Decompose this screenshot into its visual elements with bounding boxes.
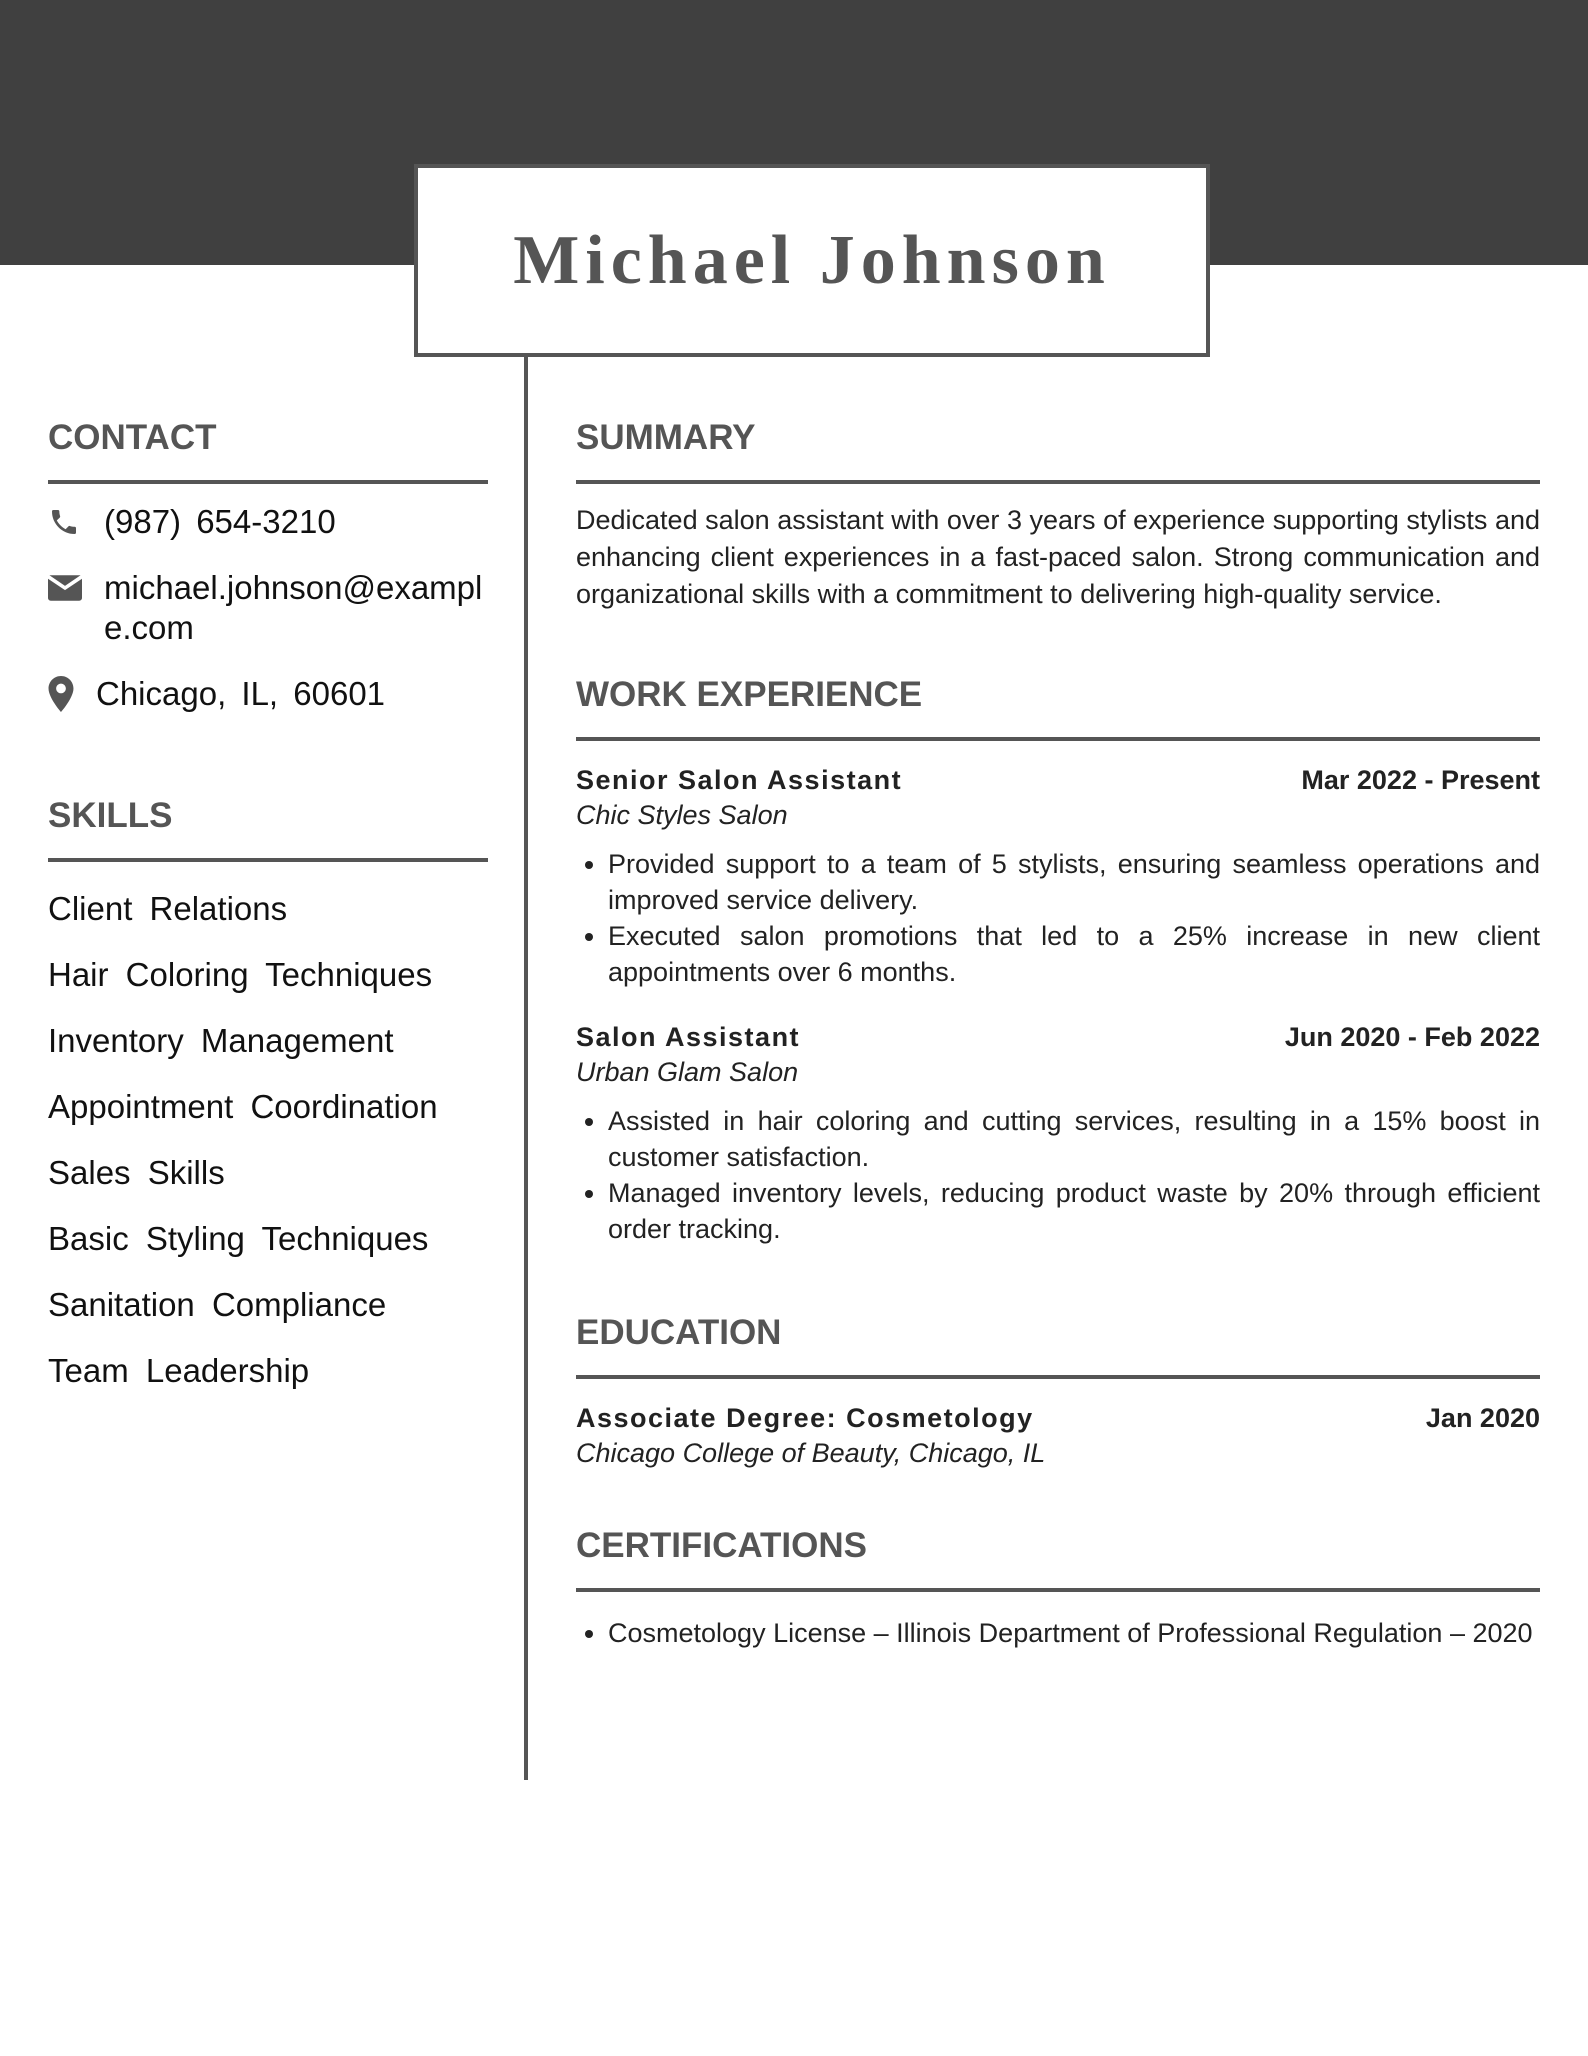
job-entry	[576, 765, 1540, 990]
phone-text: (987) 654-3210	[104, 503, 336, 540]
left-column	[48, 410, 488, 1404]
job-bullet: • Managed inventory levels, reducing product waste by 20% through efficient order tracking.	[608, 1175, 1540, 1247]
job-company: Chic Styles Salon	[576, 800, 788, 830]
contact-phone	[48, 502, 488, 542]
education-entry	[576, 1403, 1540, 1472]
contact-list	[48, 502, 488, 714]
certifications-section	[576, 1518, 1540, 1652]
job-dates: Mar 2022 - Present	[1301, 765, 1540, 795]
skill-item: Sales Skills	[48, 1154, 225, 1191]
skills-list	[48, 876, 488, 1404]
contact-email	[48, 568, 488, 648]
job-bullet: • Assisted in hair coloring and cutting services, resulting in a 15% boost in customer satisfaction.	[608, 1103, 1540, 1175]
column-divider	[524, 357, 528, 1780]
degree-title: Associate Degree: Cosmetology	[576, 1403, 1034, 1433]
skill-item: Hair Coloring Techniques	[48, 956, 433, 993]
skill-item: Team Leadership	[48, 1352, 310, 1389]
skill-item: Inventory Management	[48, 1022, 394, 1059]
contact-section	[48, 410, 488, 714]
skill-item: Sanitation Compliance	[48, 1286, 387, 1323]
job-entry	[576, 1022, 1540, 1247]
job-bullet: • Executed salon promotions that led to a 25% increase in new client appointments over 6 months.	[608, 918, 1540, 990]
education-heading: EDUCATION	[576, 1305, 1540, 1379]
skill-item: Client Relations	[48, 890, 288, 927]
job-header	[576, 765, 1540, 796]
name-box	[414, 164, 1210, 357]
map-pin-icon	[48, 674, 78, 714]
experience-section	[576, 667, 1540, 1247]
education-date: Jan 2020	[1425, 1403, 1540, 1433]
candidate-name: Michael Johnson	[513, 221, 1111, 299]
skill-item: Basic Styling Techniques	[48, 1220, 429, 1257]
job-bullets	[576, 846, 1540, 990]
contact-heading: CONTACT	[48, 410, 488, 484]
skills-section	[48, 788, 488, 1404]
job-title: Senior Salon Assistant	[576, 765, 903, 795]
summary-section	[576, 410, 1540, 613]
location-text: Chicago, IL, 60601	[96, 675, 386, 712]
certification-item: • Cosmetology License – Illinois Department of Professional Regulation – 2020	[608, 1614, 1540, 1652]
certifications-list	[576, 1614, 1540, 1652]
job-header	[576, 1022, 1540, 1053]
job-title: Salon Assistant	[576, 1022, 801, 1052]
job-company: Urban Glam Salon	[576, 1057, 799, 1087]
school-name: Chicago College of Beauty, Chicago, IL	[576, 1438, 1046, 1468]
summary-text: Dedicated salon assistant with over 3 years of experience supporting stylists and enhancing client experiences in a fast-paced salon. Strong communication and organizational skills with a commitment to delivering high-quality service.	[576, 505, 1540, 609]
education-header	[576, 1403, 1540, 1434]
experience-heading: WORK EXPERIENCE	[576, 667, 1540, 741]
right-column	[576, 410, 1540, 1652]
job-bullets	[576, 1103, 1540, 1247]
job-dates: Jun 2020 - Feb 2022	[1284, 1022, 1540, 1052]
education-section	[576, 1305, 1540, 1472]
job-bullet: • Provided support to a team of 5 stylists, ensuring seamless operations and improved service delivery.	[608, 846, 1540, 918]
certifications-heading: CERTIFICATIONS	[576, 1518, 1540, 1592]
phone-icon	[48, 502, 84, 542]
contact-location	[48, 674, 488, 714]
summary-heading: SUMMARY	[576, 410, 1540, 484]
email-text: michael.johnson@example.com	[104, 569, 483, 646]
skill-item: Appointment Coordination	[48, 1088, 438, 1125]
skills-heading: SKILLS	[48, 788, 488, 862]
envelope-icon	[48, 568, 84, 608]
